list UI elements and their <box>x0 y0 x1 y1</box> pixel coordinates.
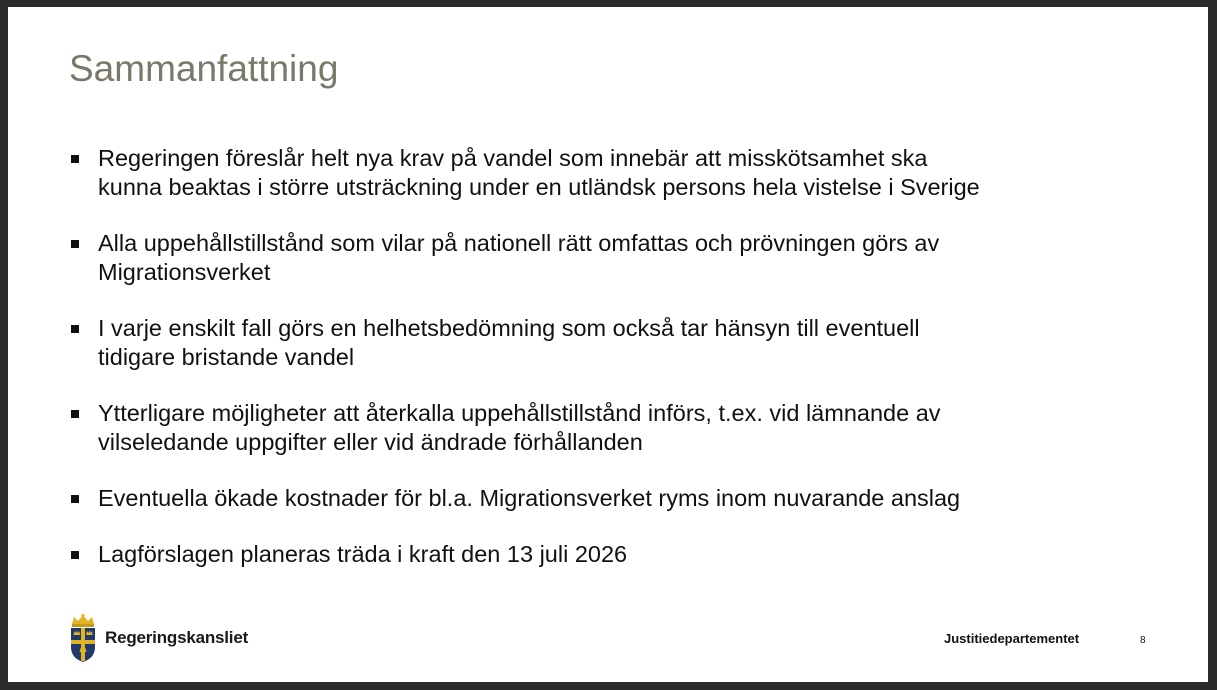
bullet-line: Lagförslagen planeras träda i kraft den 13 juli 2026 <box>98 541 628 567</box>
bullet-list <box>70 144 1170 596</box>
square-bullet-icon <box>71 551 79 559</box>
square-bullet-icon <box>71 325 79 333</box>
bullet-line: vilseledande uppgifter eller vid ändrade förhållanden <box>98 429 643 455</box>
bullet-line: kunna beaktas i större utsträckning under en utländsk persons hela vistelse i Sverige <box>98 174 980 200</box>
square-bullet-icon <box>71 410 79 418</box>
swedish-coat-of-arms-icon <box>68 613 98 663</box>
bullet-item <box>70 399 1170 457</box>
bullet-item <box>70 229 1170 287</box>
regeringskansliet-logo <box>68 613 248 663</box>
square-bullet-icon <box>71 155 79 163</box>
square-bullet-icon <box>71 240 79 248</box>
bullet-line: Regeringen föreslår helt nya krav på vandel som innebär att misskötsamhet ska <box>98 145 928 171</box>
bullet-item <box>70 314 1170 372</box>
bullet-line: tidigare bristande vandel <box>98 344 355 370</box>
page-number: 8 <box>1140 635 1146 646</box>
bullet-line: Alla uppehållstillstånd som vilar på nationell rätt omfattas och prövningen görs av <box>98 230 940 256</box>
bullet-line: I varje enskilt fall görs en helhetsbedömning som också tar hänsyn till eventuell <box>98 315 920 341</box>
bullet-line: Ytterligare möjligheter att återkalla uppehållstillstånd införs, t.ex. vid lämnande av <box>98 400 941 426</box>
slide-title: Sammanfattning <box>69 48 339 89</box>
bullet-item <box>70 144 1170 202</box>
logo-wordmark: Regeringskansliet <box>105 628 249 647</box>
bullet-line: Eventuella ökade kostnader för bl.a. Migrationsverket ryms inom nuvarande anslag <box>98 485 961 511</box>
bullet-item <box>70 540 1170 569</box>
department-label: Justitiedepartementet <box>944 631 1080 646</box>
slide <box>8 7 1208 682</box>
bullet-item <box>70 484 1170 513</box>
square-bullet-icon <box>71 495 79 503</box>
bullet-line: Migrationsverket <box>98 259 271 285</box>
